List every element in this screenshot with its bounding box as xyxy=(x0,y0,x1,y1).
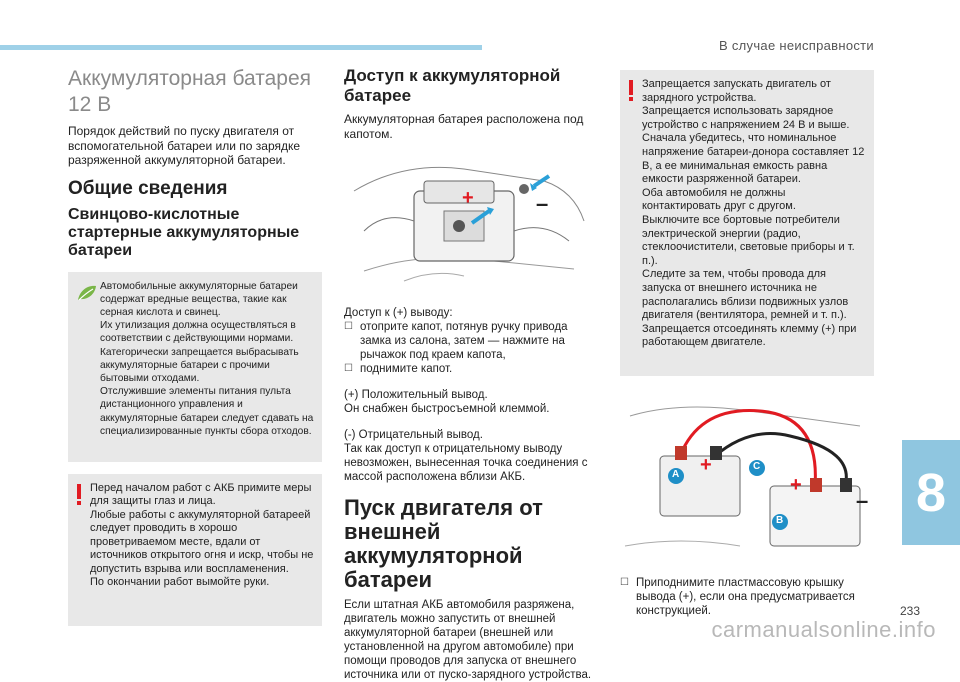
chapter-number: 8 xyxy=(915,463,946,523)
leaf-icon xyxy=(76,284,98,302)
heading-access: Доступ к аккумуляторной батарее xyxy=(344,66,561,105)
column-1 xyxy=(68,60,322,626)
access-intro: Доступ к (+) выводу: xyxy=(344,307,453,319)
list-item xyxy=(344,362,600,376)
label-a: A xyxy=(672,468,680,480)
column-3 xyxy=(620,70,874,618)
step-lift-cover: Приподнимите пластмассовую крышку вывода (+), если она предусматривается конструкцией. xyxy=(636,576,855,617)
list-item xyxy=(620,576,874,618)
warning-box-safety xyxy=(68,474,322,626)
terminal-plus-symbol: + xyxy=(790,473,802,496)
eco-notice-text: Автомобильные аккумуляторные батареи содержат вредные вещества, такие как серная кислота и свинец. Их утилизация должна осуществляться в соответствии с действующими нормами. Категорически запрещается выбрасывать аккумуляторные батареи с прочими бытовыми отходами. Отслужившие элементы питания пульта дистанционного управления и аккумуляторные батареи следует сдавать на специализированные пункты сбора отходов. xyxy=(100,280,314,437)
engine-bay-drawing xyxy=(344,151,594,296)
list-item xyxy=(344,320,600,362)
warning-icon xyxy=(74,484,84,506)
heading-jump-start: Пуск двигателя от внешней аккумуляторной батареи xyxy=(344,495,543,592)
access-step-1: отоприте капот, потянув ручку привода замка из салона, затем — нажмите на рычажок под краем капота, xyxy=(360,321,568,361)
label-c: C xyxy=(753,460,761,472)
warning-text-jump: Запрещается запускать двигатель от зарядного устройства. Запрещается использовать зарядное устройство с напряжением 24 В и выше. Сначала убедитесь, что номинальное напряжение батареи-донора составляет 12 В, а ее минимальная емкость равна емкости разряженной батареи. Оба автомобиля не должны контактировать друг с другом. Выключите все бортовые потребители электрической энергии (радио, стеклоочистители, световые приборы и т. п.). Следите за тем, чтобы провода для запуска от внешнего источника не располагались вблизи подвижных узлов двигателя (вентилятора, ремней и т. п.). Запрещается отсоединять клемму (+) при работающем двигателе. xyxy=(642,78,865,349)
header-title: В случае неисправности xyxy=(718,38,874,53)
minus-terminal-text: Так как доступ к отрицательному выводу невозможен, вынесенная точка соединения с массой расположена вблизи АКБ. xyxy=(344,443,588,483)
checkbox-bullet-icon: ☐ xyxy=(344,363,353,374)
heading-lead-acid: Свинцово-кислотные стартерные аккумуляторные батареи xyxy=(68,205,300,259)
jumper-cables-drawing xyxy=(620,396,874,564)
top-accent-bar xyxy=(0,45,482,50)
step-list xyxy=(620,576,874,618)
warning-box-jump xyxy=(620,70,874,376)
location-text: Аккумуляторная батарея расположена под капотом. xyxy=(344,112,584,141)
plus-terminal-text: Он снабжен быстросъемной клеммой. xyxy=(344,403,550,415)
minus-terminal-title: (-) Отрицательный вывод. xyxy=(344,429,483,441)
terminal-plus-symbol: + xyxy=(462,187,474,209)
plus-terminal-title: (+) Положительный вывод. xyxy=(344,389,488,401)
page-number: 233 xyxy=(899,604,920,618)
heading-general: Общие сведения xyxy=(68,177,228,199)
checkbox-bullet-icon: ☐ xyxy=(620,576,629,588)
warning-icon xyxy=(626,80,636,102)
engine-bay-illustration xyxy=(344,151,594,296)
jump-start-text: Если штатная АКБ автомобиля разряжена, двигатель можно запустить от внешней аккумуляторной батареи (внешней или установленной на другом автомобиле) при помощи проводов для запуска от внешнего источника или от пуско-зарядного устройства. xyxy=(344,599,592,681)
warning-text-safety: Перед началом работ с АКБ примите меры для защиты глаз и лица. Любые работы с аккумуляторной батареей следует проводить в хорошо проветриваемом месте, вдали от источников открытого огня и искр, чтобы не допустить взрыва или воспламенения. По окончании работ вымойте руки. xyxy=(90,481,314,589)
terminal-minus-symbol: – xyxy=(856,487,869,513)
label-b: B xyxy=(776,514,784,526)
watermark: carmanualsonline.info xyxy=(711,617,936,642)
eco-notice-box xyxy=(68,272,322,462)
terminal-plus-symbol: + xyxy=(700,453,712,476)
access-step-2: поднимите капот. xyxy=(360,363,453,375)
checkbox-bullet-icon: ☐ xyxy=(344,321,353,332)
access-steps-list xyxy=(344,320,600,376)
terminal-minus-symbol: – xyxy=(536,191,549,216)
section-title: Аккумуляторная батарея 12 В xyxy=(68,67,311,116)
intro-text: Порядок действий по пуску двигателя от вспомогательной батареи или по зарядке разряженной аккумуляторной батареи. xyxy=(68,124,301,167)
jumper-cables-illustration xyxy=(620,396,874,564)
column-2 xyxy=(344,60,600,682)
